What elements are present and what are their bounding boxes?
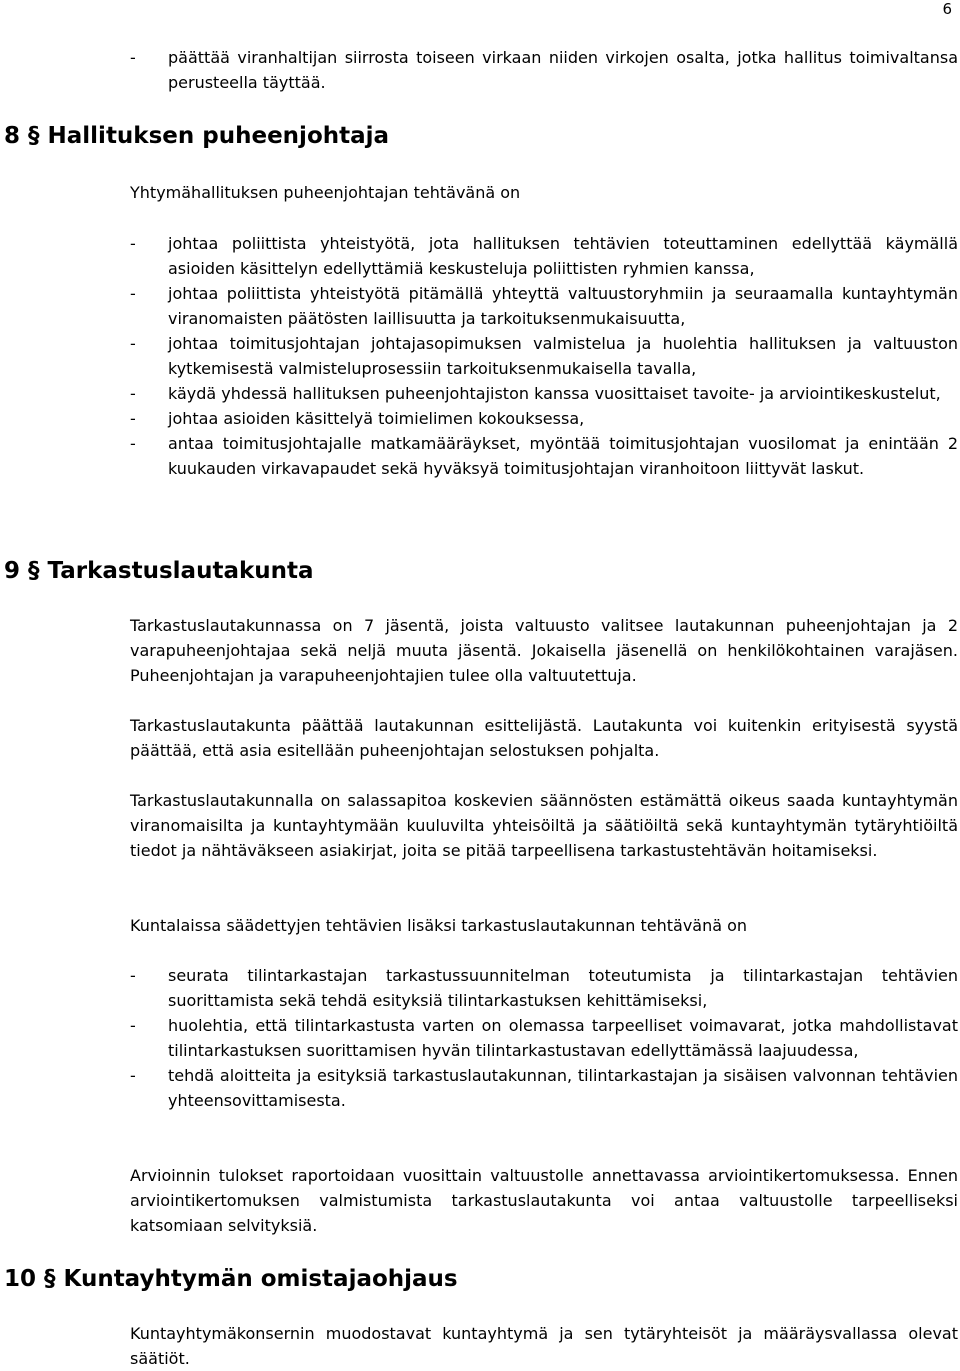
- list-item: - johtaa toimitusjohtajan johtajasopimuksen valmistelua ja huolehtia hallituksen ja valtuuston kytkemisestä valmisteluprosessiin tarkoituksenmukaisella tavalla,: [130, 331, 958, 381]
- list-item: - johtaa asioiden käsittelyä toimielimen kokouksessa,: [130, 406, 958, 431]
- list-item: - käydä yhdessä hallituksen puheenjohtajiston kanssa vuosittaiset tavoite- ja arviointikeskustelut,: [130, 381, 958, 406]
- section-9-paragraph-2: Tarkastuslautakunta päättää lautakunnan esittelijästä. Lautakunta voi kuitenkin erityisestä syystä päättää, että asia esitellään puheenjohtajan selostuksen pohjalta.: [130, 716, 958, 760]
- section-9-paragraph-3: Tarkastuslautakunnalla on salassapitoa koskevien säännösten estämättä oikeus saada kuntayhtymän viranomaisilta ja kuntayhtymään kuuluvilta yhteisöiltä ja säätiöiltä sekä kuntayhtymän tytäryhtiöiltä tiedot ja nähtäväkseen asiakirjat, joita se pitää tarpeellisena tarkastustehtävän hoitamiseksi.: [130, 791, 958, 860]
- section-9-paragraph-1: Tarkastuslautakunnassa on 7 jäsentä, joista valtuusto valitsee lautakunnan puheenjohtajan ja 2 varapuheenjohtajaa sekä neljä muuta jäsentä. Jokaisella jäsenellä on henkilökohtainen varajäsen. Puheenjohtajan ja varapuheenjohtajien tulee olla valtuutettuja.: [130, 616, 958, 685]
- list-item: - tehdä aloitteita ja esityksiä tarkastuslautakunnan, tilintarkastajan ja sisäisen valvonnan tehtävien yhteensovittamisesta.: [130, 1063, 958, 1113]
- section-8-intro: Yhtymähallituksen puheenjohtajan tehtävänä on: [130, 183, 521, 202]
- list-item: - johtaa poliittista yhteistyötä, jota hallituksen tehtävien toteuttaminen edellyttää käymällä asioiden käsittelyn edellyttämiä keskusteluja poliittisten ryhmien kanssa,: [130, 231, 958, 281]
- list-item: - huolehtia, että tilintarkastusta varten on olemassa tarpeelliset voimavarat, jotka mahdollistavat tilintarkastuksen suorittamisen hyvän tilintarkastustavan edellyttämässä laajuudessa,: [130, 1013, 958, 1063]
- section-9-heading: 9 § Tarkastuslautakunta: [4, 558, 314, 584]
- section-9-bullet-list: [130, 963, 958, 1113]
- section-10-paragraph-1: Kuntayhtymäkonsernin muodostavat kuntayhtymä ja sen tytäryhteisöt ja määräysvallassa olevat säätiöt.: [130, 1324, 958, 1368]
- list-item: - seurata tilintarkastajan tarkastussuunnitelman toteutumista ja tilintarkastajan tehtävien suorittamista sekä tehdä esityksiä tilintarkastuksen kehittämiseksi,: [130, 963, 958, 1013]
- page-number: 6: [942, 0, 952, 18]
- section-8-bullet-list: [130, 231, 958, 481]
- section-9-paragraph-4: Arvioinnin tulokset raportoidaan vuosittain valtuustolle annettavassa arviointikertomuksessa. Ennen arviointikertomuksen valmistumista tarkastuslautakunta voi antaa valtuustolle tarpeelliseksi katsomiaan selvityksiä.: [130, 1166, 958, 1235]
- list-item: - päättää viranhaltijan siirrosta toiseen virkaan niiden virkojen osalta, jotka hallitus toimivaltansa perusteella täyttää.: [130, 45, 958, 95]
- list-item: - antaa toimitusjohtajalle matkamääräykset, myöntää toimitusjohtajan vuosilomat ja enintään 2 kuukauden virkavapaudet sekä hyväksyä toimitusjohtajan viranhoitoon liittyvät laskut.: [130, 431, 958, 481]
- section-10-heading: 10 § Kuntayhtymän omistajaohjaus: [4, 1266, 458, 1292]
- section-8-heading: 8 § Hallituksen puheenjohtaja: [4, 123, 390, 149]
- section-9-intro: Kuntalaissa säädettyjen tehtävien lisäksi tarkastuslautakunnan tehtävänä on: [130, 916, 748, 935]
- top-bullet-list: [130, 45, 958, 95]
- list-item: - johtaa poliittista yhteistyötä pitämällä yhteyttä valtuustoryhmiin ja seuraamalla kuntayhtymän viranomaisten päätösten laillisuutta ja tarkoituksenmukaisuutta,: [130, 281, 958, 331]
